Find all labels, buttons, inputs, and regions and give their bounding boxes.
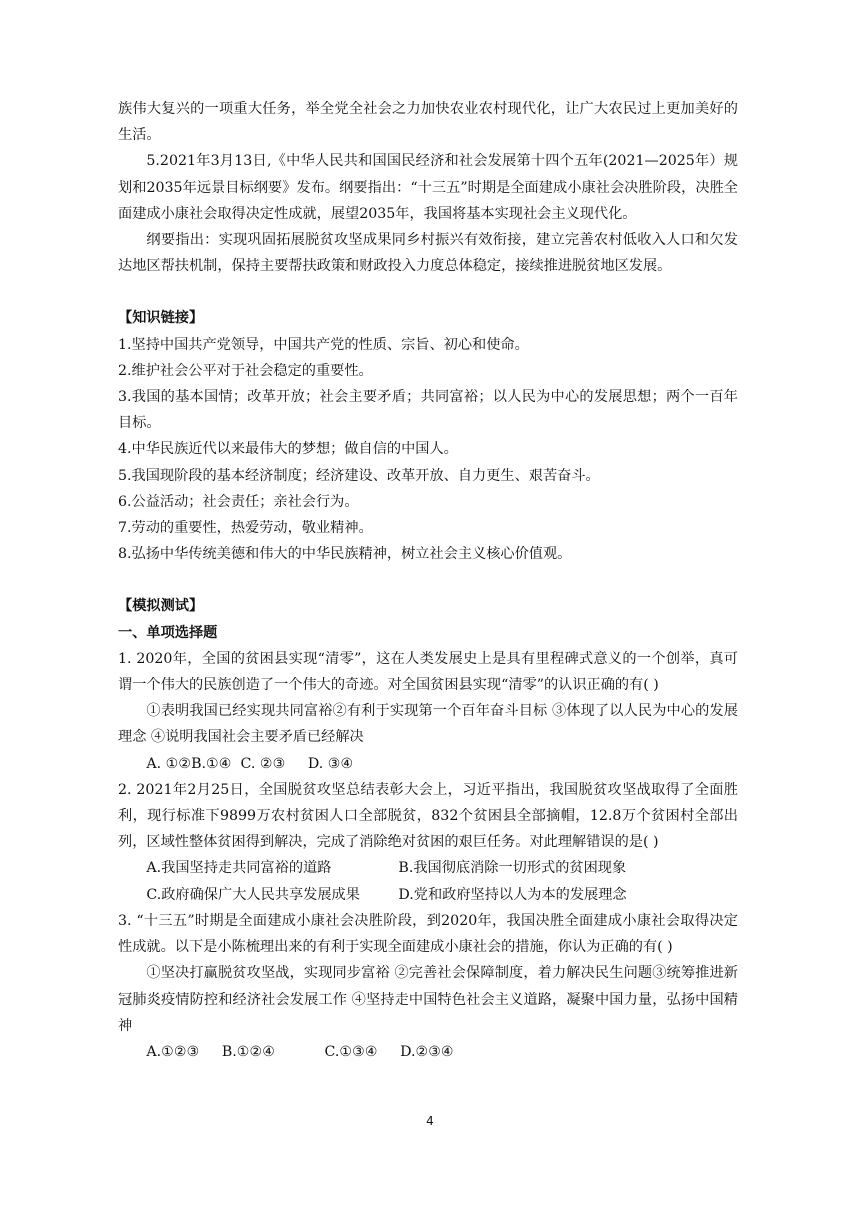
item-5-paragraph: 5.2021年3月13日,《中华人民共和国国民经济和社会发展第十四个五年(2021—2025年）规划和2035年远景目标纲要》发布。纲要指出：“十三五”时期是全面建成小康社会决胜阶段，决胜全面建成小康社会取得决定性成就，展望2035年，我国将基本实现社会主义现代化。	[118, 153, 738, 222]
knowledge-item: 1.坚持中国共产党领导，中国共产党的性质、宗旨、初心和使命。	[118, 336, 529, 353]
question-2-stem: 2. 2021年2月25日，全国脱贫攻坚总结表彰大会上，习近平指出，我国脱贫攻坚战取得了全面胜利，现行标准下9899万农村贫困人口全部脱贫，832个贫困县全部摘帽，12.8万个贫困村全部出列，区域性整体贫困得到解决，完成了消除绝对贫困的艰巨任务。对此理解错误的是( )	[118, 781, 738, 851]
section-heading: 一、单项选择题	[118, 624, 218, 641]
question-1-stem: 1. 2020年，全国的贫困县实现“清零”，这在人类发展史上是具有里程碑式意义的一个创举，真可谓一个伟大的民族创造了一个伟大的奇迹。对全国贫困县实现“清零”的认识正确的有( )	[118, 650, 738, 694]
question-3-stem: 3. “十三五”时期是全面建成小康社会决胜阶段，到2020年，我国决胜全面建成小康社会取得决定性成就。以下是小陈梳理出来的有利于实现全面建成小康社会的措施，你认为正确的有( )	[118, 912, 738, 956]
question-2-options-row-1	[118, 855, 738, 881]
item-5-outline-paragraph: 纲要指出：实现巩固拓展脱贫攻坚成果同乡村振兴有效衔接，建立完善农村低收入人口和欠发达地区帮扶机制，保持主要帮扶政策和财政投入力度总体稳定，接续推进脱贫地区发展。	[118, 232, 738, 275]
intro-paragraph: 族伟大复兴的一项重大任务，举全党全社会之力加快农业农村现代化，让广大农民过上更加美好的生活。	[118, 101, 738, 144]
knowledge-item: 4.中华民族近代以来最伟大的梦想；做自信的中国人。	[118, 441, 458, 458]
question-2-options-row-2	[118, 882, 738, 908]
question-1-options: A. ①②B.①④ C. ②③ D. ③④	[146, 755, 354, 772]
page-content	[118, 96, 738, 1065]
question-2-option-c: C.政府确保广大人民共享发展成果	[146, 886, 360, 903]
knowledge-item: 5.我国现阶段的基本经济制度；经济建设、改革开放、自力更生、艰苦奋斗。	[118, 467, 600, 484]
spacer	[118, 279, 738, 305]
knowledge-item: 7.劳动的重要性，热爱劳动，敬业精神。	[118, 520, 373, 537]
question-2-option-b: B.我国彻底消除一切形式的贫困现象	[398, 860, 627, 877]
question-3-statements: ①坚决打赢脱贫攻坚战，实现同步富裕 ②完善社会保障制度，着力解决民生问题③统筹推进新冠肺炎疫情防控和经济社会发展工作 ④坚持走中国特色社会主义道路，凝聚中国力量，弘扬中国精神	[118, 965, 738, 1034]
test-heading: 【模拟测试】	[118, 598, 204, 615]
question-3-options: A.①②③ B.①②④ C.①③④ D.②③④	[146, 1043, 454, 1060]
question-2-option-d: D.党和政府坚持以人为本的发展理念	[398, 886, 627, 903]
question-1-statements: ①表明我国已经实现共同富裕②有利于实现第一个百年奋斗目标 ③体现了以人民为中心的发展理念 ④说明我国社会主要矛盾已经解决	[118, 703, 738, 746]
knowledge-item: 6.公益活动；社会责任；亲社会行为。	[118, 493, 359, 510]
question-2-option-a: A.我国坚持走共同富裕的道路	[146, 860, 332, 877]
knowledge-item: 2.维护社会公平对于社会稳定的重要性。	[118, 362, 373, 379]
knowledge-item: 3.我国的基本国情；改革开放；社会主要矛盾；共同富裕；以人民为中心的发展思想；两个一百年目标。	[118, 389, 738, 432]
knowledge-item: 8.弘扬中华传统美德和伟大的中华民族精神，树立社会主义核心价值观。	[118, 546, 572, 563]
knowledge-heading: 【知识链接】	[118, 310, 204, 327]
page-number: 4	[426, 1114, 434, 1128]
spacer	[118, 567, 738, 593]
